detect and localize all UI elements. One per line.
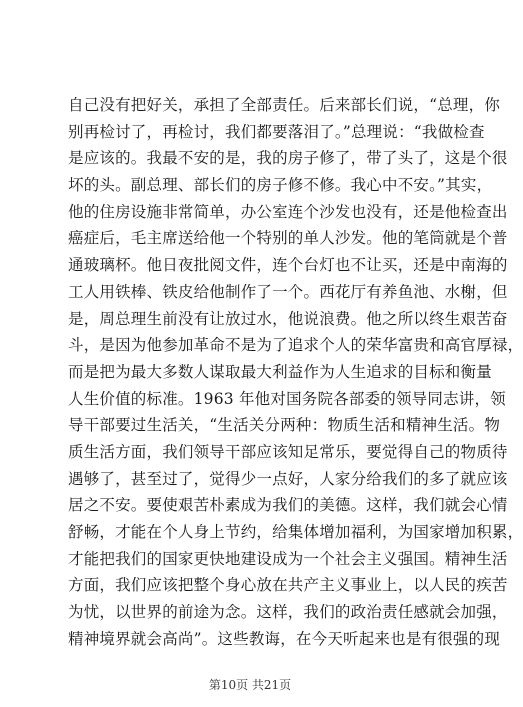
text-line: 而是把为最大多数人谋取最大利益作为人生追求的目标和衡量 — [68, 362, 492, 381]
text-line: 才能把我们的国家更快地建设成为一个社会主义强国。精神生活 — [68, 549, 508, 568]
text-line: 斗，是因为他参加革命不是为了追求个人的荣华富贵和高官厚禄， — [68, 336, 523, 355]
text-line: 方面，我们应该把整个身心放在共产主义事业上，以人民的疾苦 — [68, 576, 508, 595]
text-line: 坏的头。副总理、部长们的房子修不修。我心中不安。”其实， — [68, 176, 493, 195]
text-line: 人生价值的标准。1963 年他对国务院各部委的领导同志讲，领 — [68, 389, 506, 408]
text-line: 工人用铁棒、铁皮给他制作了一个。西花厅有养鱼池、水榭，但 — [68, 282, 508, 301]
text-line: 质生活方面，我们领导干部应该知足常乐，要觉得自己的物质待 — [68, 442, 508, 461]
body-text — [68, 92, 523, 652]
text-line: 舒畅，才能在个人身上节约，给集体增加福利，为国家增加积累， — [68, 523, 523, 541]
text-line: 自己没有把好关，承担了全部责任。后来部长们说，“总理，你 — [68, 96, 501, 114]
text-line: 通玻璃杯。他日夜批阅文件，连个台灯也不让买，还是中南海的 — [68, 256, 508, 275]
text-line: 他的住房设施非常简单，办公室连个沙发也没有，还是他检查出 — [68, 202, 508, 221]
text-line: 居之不安。要使艰苦朴素成为我们的美德。这样，我们就会心情 — [68, 496, 508, 515]
text-line: 癌症后，毛主席送给他一个特别的单人沙发。他的笔筒就是个普 — [68, 229, 508, 248]
page-number-footer: 第10页 共21页 — [208, 678, 292, 692]
text-line: 导干部要过生活关，“生活关分两种：物质生活和精神生活。物 — [68, 416, 501, 435]
text-line: 为忧，以世界的前途为念。这样，我们的政治责任感就会加强， — [68, 603, 508, 622]
text-line: 是应该的。我最不安的是，我的房子修了，带了头了，这是个很 — [68, 149, 508, 168]
text-line: 精神境界就会高尚”。这些教诲，在今天听起来也是有很强的现 — [68, 629, 501, 648]
text-line: 遇够了，甚至过了，觉得少一点好，人家分给我们的多了就应该 — [68, 469, 508, 488]
text-line: 别再检讨了，再检讨，我们都要落泪了。”总理说：“我做检查 — [68, 122, 485, 141]
text-line: 是，周总理生前没有让放过水，他说浪费。他之所以终生艰苦奋 — [68, 309, 508, 328]
